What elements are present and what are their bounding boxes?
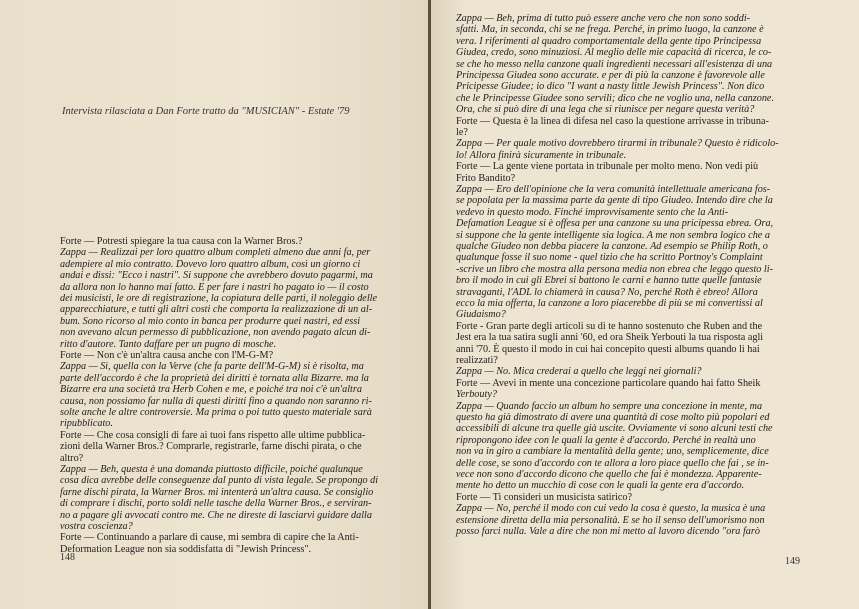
text-line: le?: [456, 127, 468, 138]
text-line: che le Principesse Giudee sono servili; dico che ne voglio una, nella canzone.: [456, 92, 774, 104]
text-line: ripropongono idee con le quali la gente è d'accordo. Perché in realtà uno: [456, 434, 756, 446]
text-line: adempiere al mio contratto. Dovevo loro quattro album, così un giorno ci: [60, 258, 361, 270]
text-line: Zappa — Per quale motivo dovrebbero tirarmi in tribunale? Questo è ridicolo-: [456, 138, 779, 150]
text-line: di comprare i dischi, porto soldi nelle tasche della Warner Bros., e serviran-: [60, 498, 372, 510]
text-line: bro il modo in cui gli Ebrei si battono le carni e hanno tutte quelle fantasie: [456, 275, 762, 287]
text-line: -scrive un libro che mostra alla persona media non ebrea che leggo questo li-: [456, 263, 773, 275]
text-line: cosa dica avrebbe delle conseguenze dal punto di vista legale. Se propongo di: [60, 475, 379, 487]
text-line: anni '70. È questo il modo in cui hai concepito questi albums quando li hai: [456, 343, 760, 355]
text-line: non avevano alcun permesso di pubblicazione, non avendo pagato alcun di-: [60, 327, 371, 339]
text-line: qualunque fosse il suo nome - quel tizio che ha scritto Portnoy's Complaint: [456, 252, 763, 264]
text-line: Zappa — Ero dell'opinione che la vera comunità intellettuale americana fos-: [456, 184, 771, 195]
text-line: andai e dissi: "Ecco i nastri". Si suppone che avrebbero dovuto pagarmi, ma: [60, 270, 373, 282]
text-line: Yerbouty?: [456, 389, 497, 401]
text-line: Pricipesse Giudee; io dico "I want a nasty little Jewish Princess". Non dico: [456, 81, 765, 93]
text-line: Zappa — No. Mica crederai a quello che leggi nei giornali?: [456, 366, 702, 378]
text-line: solte anche le altre controversie. Ma prima o poi tutto questo materiale sarà: [60, 407, 372, 418]
text-line: Forte — Continuando a parlare di cause, mi sembra di capire che la Anti-: [60, 532, 359, 544]
text-line: apparecchiature, e tutti gli altri costi che comporta la realizzazione di un al-: [60, 304, 373, 316]
text-line: causa, non possiamo far nulla di questi diritti fino a quando non saranno ri-: [60, 395, 372, 407]
text-line: Deformation League non sia soddisfatta di "Jewish Princess".: [60, 543, 312, 555]
text-line: vostra coscienza?: [60, 521, 133, 532]
text-line: altro?: [60, 452, 84, 464]
text-line: ripubblicato.: [60, 418, 113, 430]
text-line: Defamation League si è offesa per una canzone su una pricipessa ebrea. Ora,: [456, 218, 774, 230]
text-line: Forte — Non c'è un'altra causa anche con l'M-G-M?: [60, 350, 274, 361]
text-line: vera. I riferimenti al quadro comportamentale della gente tipo Principessa: [456, 35, 762, 47]
text-line: lo! Allora finirà sicuramente in tribunale.: [456, 149, 627, 161]
text-line: Principessa Giudea sono accurate. e per di più la canzone è favorevole alle: [456, 70, 765, 81]
text-line: no a pagare gli avvocati contro me. Che ne direste di lasciarvi guidare dalla: [60, 509, 372, 521]
text-line: mente ho detto un mucchio di cose con le quali la gente era d'accordo.: [456, 480, 745, 492]
left-page: [0, 0, 429, 609]
interview-heading: Intervista rilasciata a Dan Forte tratto da "MUSICIAN" - Estate '79: [62, 106, 350, 117]
right-page: [431, 0, 859, 609]
text-line: accessibili di alcune tra quelle già uscite. Ovviamente vi sono alcuni testi che: [456, 423, 773, 435]
text-line: bum. Sono ricorso al mio conto in banca per produrre quei nastri, ed essi: [60, 315, 361, 327]
text-line: posso farci nulla. Vale a dire che non mi metto al lavoro dicendo "ora farò: [456, 526, 760, 537]
text-line: Forte — Potresti spiegare la tua causa con la Warner Bros.?: [60, 236, 303, 247]
text-line: vece non sono d'accordo dicono che quello che fai è mondezza. Apparente-: [456, 469, 762, 480]
text-line: realizzati?: [456, 355, 498, 366]
page-number-right: 149: [785, 556, 800, 567]
text-line: questo ha già dimostrato di avere una quantità di cose molto più popolari ed: [456, 412, 770, 423]
text-line: Zappa — No, perché il modo con cui vedo la cosa è questo, la musica è una: [456, 503, 766, 515]
text-line: Forte — Ti consideri un musicista satirico?: [456, 491, 633, 503]
text-line: Giudea, credo, sono minuziosi. Al meglio delle mie capacità di ricerca, le co-: [456, 47, 772, 59]
text-line: stravaganti, l'ADL lo chiamerà in causa? No, perché Roth è ebreo! Allora: [456, 286, 758, 298]
text-line: Forte — Che cosa consigli di fare ai tuoi fans rispetto alle ultime pubblica-: [60, 429, 366, 441]
text-line: non va in giro a cambiare la mentalità della gente; uno, semplicemente, dice: [456, 446, 769, 458]
text-line: vedevo in questo modo. Finché improvvisamente sento che la Anti-: [456, 206, 729, 218]
text-line: Forte — Avevi in mente una concezione particolare quando hai fatto Sheik: [456, 377, 761, 389]
text-line: sfatti. Ma, in seconda, chi se ne frega. Perché, in primo luogo, la canzone è: [456, 24, 764, 36]
text-line: Forte — La gente viene portata in tribunale per molto meno. Non vedi più: [456, 161, 759, 173]
text-line: Zappa — Realizzai per loro quattro album completi almeno due anni fa, per: [60, 247, 371, 259]
text-line: Forte — Questa è la linea di difesa nel caso la questione arrivasse in tribuna-: [456, 115, 769, 127]
text-line: ritto d'autore. Tanto daffare per un pugno di mosche.: [60, 338, 277, 350]
text-line: zioni della Warner Bros.? Comprarle, registrarle, farne dischi pirata, o che: [60, 441, 362, 453]
text-line: qualche Giudeo non debba piacere la canzone. Ad esempio se Philip Roth, o: [456, 241, 768, 252]
text-line: Bizarre era una società tra Herb Cohen e me, e poiché tra noi c'è un'altra: [60, 384, 362, 396]
text-line: Zappa — Beh, questa è una domanda piuttosto difficile, poiché qualunque: [60, 464, 363, 475]
text-line: delle cose, se sono d'accordo con te allora a loro piace quello che fai , se in-: [456, 457, 769, 469]
text-line: Zappa — Beh, prima di tutto può essere anche vero che non sono soddi-: [456, 13, 751, 24]
text-line: Forte - Gran parte degli articoli su di te hanno sostenuto che Ruben and the: [456, 320, 763, 332]
text-line: farne dischi pirata, la Warner Bros. mi intenterà un'altra causa. Se consiglio: [60, 486, 374, 498]
text-line: Jest era la tua satira sugli anni '60, ed ora Sheik Yerbouti la tua risposta agli: [456, 332, 764, 344]
text-line: da allora non lo hanno mai fatto. E per fare i nastri ho pagato io — il costo: [60, 281, 369, 293]
text-line: dei musicisti, le ore di registrazione, la copiatura delle parti, il noleggio delle: [60, 293, 378, 304]
text-line: si suppone che la gente intelligente sia logica. A me non sembra logico che a: [456, 229, 770, 241]
text-line: estensione diretta della mia personalità. E se ho il senso dell'umorismo non: [456, 514, 765, 526]
text-line: Frito Bandito?: [456, 172, 516, 184]
text-line: Zappa — Quando faccio un album ho sempre una concezione in mente, ma: [456, 400, 763, 412]
text-line: parte dell'accordo è che la proprietà dei diritti è tornata alla Bizarre. ma la: [60, 372, 369, 384]
text-line: Ora, che si può dire di una lega che si riunisce per negare questa verità?: [456, 104, 755, 116]
text-line: Giudaismo?: [456, 309, 506, 321]
text-line: se che ho messo nella canzone quali ingredienti necessari all'esistenza di una: [456, 58, 773, 70]
page-number-left: 148: [60, 552, 75, 563]
text-line: Zappa — Sì, quella con la Verve (che fa parte dell'M-G-M) si è risolta, ma: [60, 361, 364, 373]
text-line: ecco la mia offerta, la canzone a loro piacerebbe di più se mi convertissi al: [456, 298, 763, 309]
text-line: se popolata per la massima parte da gente di tipo Giudeo. Intendo dire che la: [456, 195, 773, 207]
